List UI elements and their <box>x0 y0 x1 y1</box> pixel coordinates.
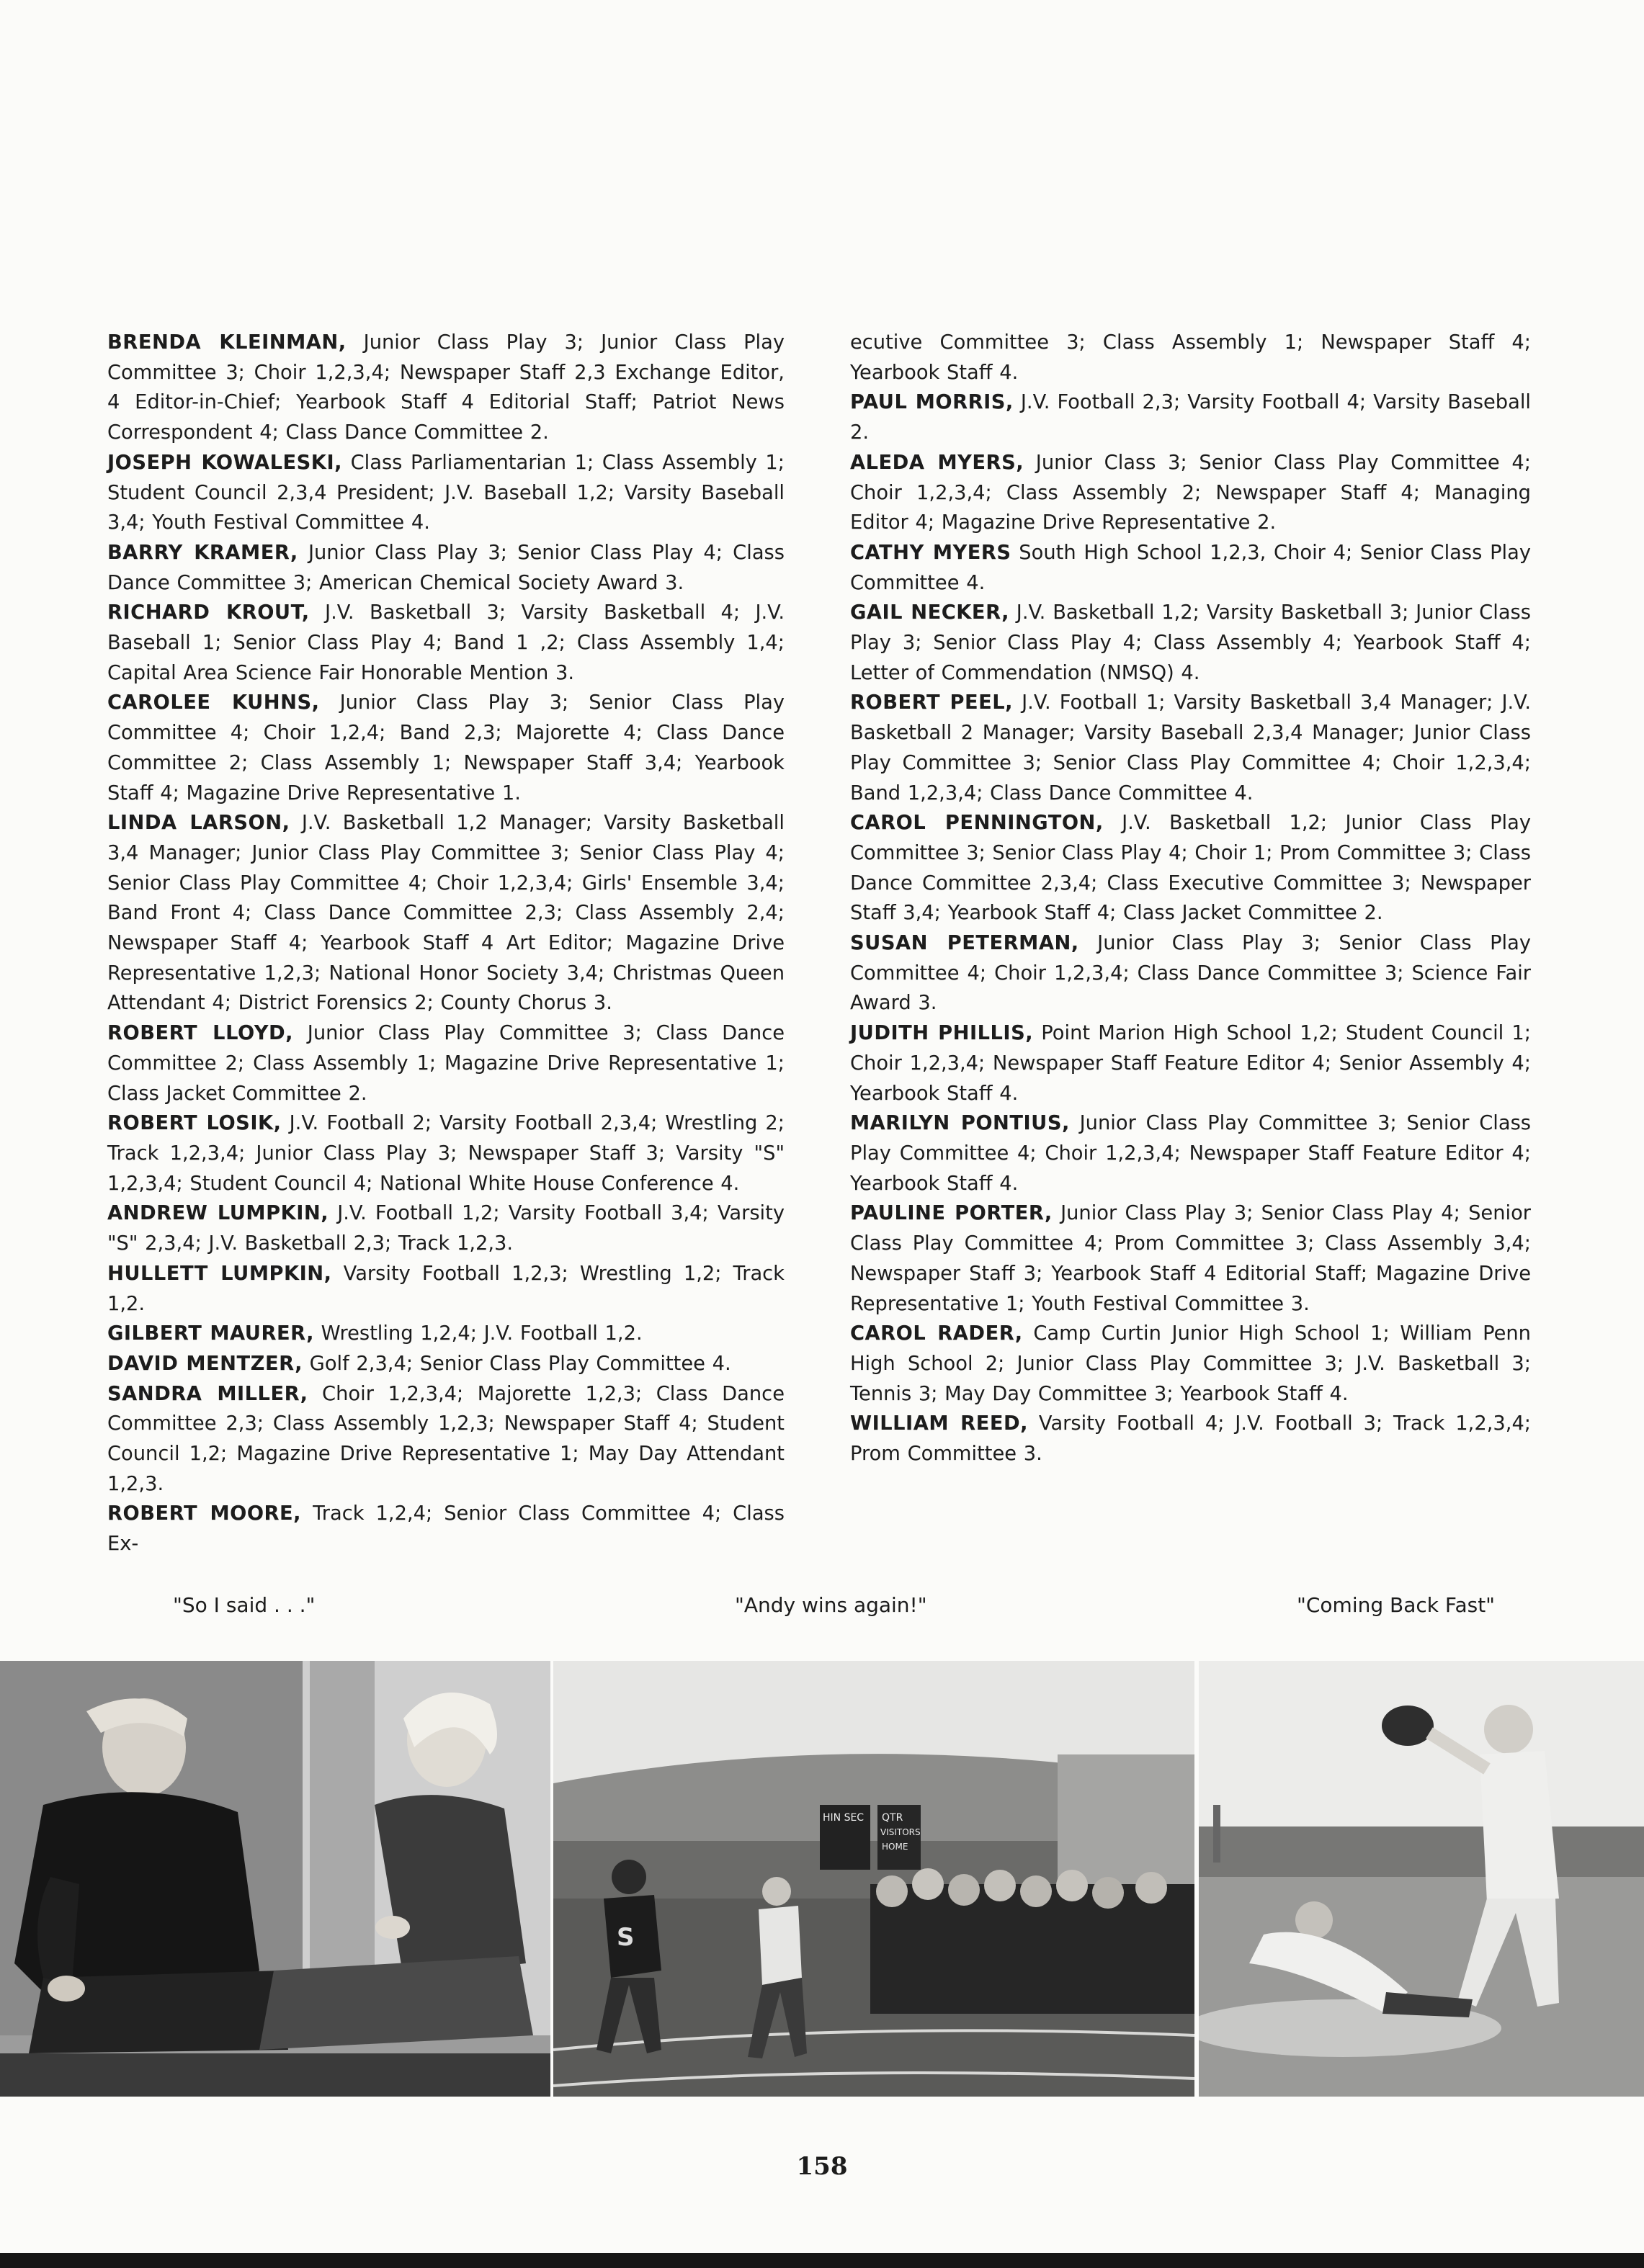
student-name: BRENDA KLEINMAN, <box>107 331 347 354</box>
photo-caption-talking: "So I said . . ." <box>173 1593 316 1617</box>
senior-entry <box>107 1349 785 1379</box>
senior-entry <box>850 598 1531 688</box>
activities: Varsity Football 4; J.V. Football 3; Track 1,2,3,4; Prom Committee 3. <box>850 1412 1532 1466</box>
activities: Point Marion High School 1,2; Student Council 1; Choir 1,2,3,4; Newspaper Staff Feature Editor 4; Senior Assembly 4; Yearbook Staff 4. <box>850 1022 1531 1105</box>
activities: Junior Class Play 3; Senior Class Play Committee 4; Choir 1,2,3,4; Class Dance Committee 3; Science Fair Award 3. <box>850 932 1531 1015</box>
student-name: WILLIAM REED, <box>850 1412 1029 1435</box>
senior-entry <box>850 688 1531 808</box>
scoreboard-label-left: HIN SEC <box>823 1812 865 1824</box>
senior-entry-continued <box>850 328 1531 387</box>
activities: Junior Class Play 3; Junior Class Play Committee 3; Choir 1,2,3,4; Newspaper Staff 2,3 Exchange Editor, 4 Editor-in-Chief; Yearbook Staff 4 Editorial Staff; Patriot News Correspondent 4; Class Dance Committee 2. <box>107 331 785 444</box>
activities: Junior Class Play Committee 3; Class Dance Committee 2; Class Assembly 1; Magazine Drive Representative 1; Class Jacket Committee 2. <box>107 1022 785 1105</box>
activities: Varsity Football 1,2,3; Wrestling 1,2; Track 1,2. <box>107 1262 785 1315</box>
activities: J.V. Football 1; Varsity Basketball 3,4 Manager; J.V. Basketball 2 Manager; Varsity Baseball 2,3,4 Manager; Junior Class Play Committee 3; Senior Class Play Committee 4; Choir 1,2,3,4; Band 1,2,3,4; Class Dance Committee 4. <box>850 691 1532 804</box>
photo-baseball-slide <box>1199 1661 1644 2097</box>
scoreboard-visitors: VISITORS <box>880 1827 921 1837</box>
student-name: ALEDA MYERS, <box>850 451 1024 474</box>
senior-entry <box>850 1018 1531 1108</box>
activities: J.V. Basketball 3; Varsity Basketball 4; J.V. Baseball 1; Senior Class Play 4; Band 1 ,2; Class Assembly 1,4; Capital Area Science Fair Honorable Mention 3. <box>107 601 785 684</box>
activities: J.V. Basketball 1,2 Manager; Varsity Basketball 3,4 Manager; Junior Class Play Committee 3; Senior Class Play 4; Senior Class Play Committee 4; Choir 1,2,3,4; Girls' Ensemble 3,4; Band Front 4; Class Dance Committee 2,3; Class Assembly 2,4; Newspaper Staff 4; Yearbook Staff 4 Art Editor; Magazine Drive Representative 1,2,3; National Honor Society 3,4; Christmas Queen Attendant 4; District Forensics 2; County Chorus 3. <box>107 812 785 1015</box>
student-name: ANDREW LUMPKIN, <box>107 1202 329 1225</box>
activities: Camp Curtin Junior High School 1; William Penn High School 2; Junior Class Play Committee 3; J.V. Basketball 3; Tennis 3; May Day Committee 3; Yearbook Staff 4. <box>850 1322 1531 1405</box>
student-name: CAROL PENNINGTON, <box>850 812 1104 835</box>
activities: Class Parliamentarian 1; Class Assembly 1; Student Council 2,3,4 President; J.V. Baseball 1,2; Varsity Baseball 3,4; Youth Festival Committee 4. <box>107 451 785 534</box>
senior-entry <box>850 1409 1531 1469</box>
senior-entry <box>850 808 1531 928</box>
student-name: SANDRA MILLER, <box>107 1382 308 1405</box>
senior-entry <box>107 1108 785 1198</box>
activities: Junior Class Play 3; Senior Class Play Committee 4; Choir 1,2,4; Band 2,3; Majorette 4; Class Dance Committee 2; Class Assembly 1; Newspaper Staff 3,4; Yearbook Staff 4; Magazine Drive Representative 1. <box>107 691 785 804</box>
student-name: ROBERT MOORE, <box>107 1502 302 1525</box>
senior-entry <box>107 448 785 538</box>
activities: Junior Class Play 3; Senior Class Play 4; Senior Class Play Committee 4; Prom Committee 3; Class Assembly 3,4; Newspaper Staff 3; Yearbook Staff 4 Editorial Staff; Magazine Drive Representative 1; Youth Festival Committee 3. <box>850 1202 1531 1315</box>
activities: South High School 1,2,3, Choir 4; Senior Class Play Committee 4. <box>850 541 1532 594</box>
page-number: 158 <box>796 2152 848 2181</box>
senior-entry <box>850 387 1531 447</box>
student-name: LINDA LARSON, <box>107 812 290 835</box>
senior-entry <box>107 1379 785 1500</box>
senior-entry <box>107 1259 785 1319</box>
activities: ecutive Committee 3; Class Assembly 1; Newspaper Staff 4; Yearbook Staff 4. <box>850 331 1531 384</box>
left-column <box>107 328 785 1559</box>
activities: J.V. Football 2; Varsity Football 2,3,4; Wrestling 2; Track 1,2,3,4; Junior Class Play 3; Newspaper Staff 3; Varsity "S" 1,2,3,4; Student Council 4; National White House Conference 4. <box>107 1112 785 1195</box>
activities: Junior Class Play 3; Senior Class Play 4; Class Dance Committee 3; American Chemical Society Award 3. <box>107 541 785 594</box>
senior-entry <box>107 538 785 598</box>
photo-track-race <box>553 1661 1194 2097</box>
activities: Junior Class 3; Senior Class Play Committee 4; Choir 1,2,3,4; Class Assembly 2; Newspaper Staff 4; Managing Editor 4; Magazine Drive Representative 2. <box>850 451 1531 534</box>
right-column <box>850 328 1531 1469</box>
student-name: PAUL MORRIS, <box>850 391 1014 414</box>
activities: Golf 2,3,4; Senior Class Play Committee 4. <box>303 1352 731 1375</box>
photo-students-talking <box>0 1661 550 2097</box>
senior-entry <box>850 538 1531 598</box>
photo-caption-baseball: "Coming Back Fast" <box>1297 1593 1496 1617</box>
student-name: JUDITH PHILLIS, <box>850 1022 1034 1045</box>
activities: Choir 1,2,3,4; Majorette 1,2,3; Class Dance Committee 2,3; Class Assembly 1,2,3; Newspaper Staff 4; Student Council 1,2; Magazine Drive Representative 1; May Day Attendant 1,2,3. <box>107 1382 785 1495</box>
activities: Junior Class Play Committee 3; Senior Class Play Committee 4; Choir 1,2,3,4; Newspaper Staff Feature Editor 4; Yearbook Staff 4. <box>850 1112 1532 1195</box>
senior-entry <box>850 1108 1531 1198</box>
scoreboard-home: HOME <box>882 1842 908 1852</box>
student-name: RICHARD KROUT, <box>107 601 310 624</box>
student-name: CATHY MYERS <box>850 541 1011 564</box>
senior-entry <box>107 1499 785 1559</box>
bottom-border <box>0 2253 1644 2268</box>
student-name: MARILYN PONTIUS, <box>850 1112 1070 1135</box>
student-name: HULLETT LUMPKIN, <box>107 1262 332 1285</box>
student-name: DAVID MENTZER, <box>107 1352 303 1375</box>
senior-entry <box>107 598 785 688</box>
student-name: JOSEPH KOWALESKI, <box>107 451 342 474</box>
activities: J.V. Football 2,3; Varsity Football 4; Varsity Baseball 2. <box>850 391 1531 444</box>
senior-entry <box>107 1319 785 1349</box>
senior-entry <box>107 1018 785 1108</box>
senior-entry <box>850 1198 1531 1319</box>
student-name: SUSAN PETERMAN, <box>850 932 1079 955</box>
scoreboard-label-right: QTR <box>882 1812 903 1824</box>
senior-entry <box>107 808 785 1018</box>
activities: J.V. Football 1,2; Varsity Football 3,4; Varsity "S" 2,3,4; J.V. Basketball 2,3; Track 1,2,3. <box>107 1202 785 1255</box>
activities: Wrestling 1,2,4; J.V. Football 1,2. <box>314 1322 643 1345</box>
activities: Track 1,2,4; Senior Class Committee 4; Class Ex- <box>107 1502 785 1556</box>
senior-entry <box>107 688 785 808</box>
student-name: GILBERT MAURER, <box>107 1322 314 1345</box>
student-name: ROBERT LOSIK, <box>107 1112 282 1135</box>
student-name: PAULINE PORTER, <box>850 1202 1053 1225</box>
senior-entry <box>850 448 1531 538</box>
student-name: ROBERT PEEL, <box>850 691 1014 714</box>
student-name: GAIL NECKER, <box>850 601 1009 624</box>
student-name: CAROLEE KUHNS, <box>107 691 320 714</box>
photo-caption-track: "Andy wins again!" <box>735 1593 927 1617</box>
student-name: CAROL RADER, <box>850 1322 1023 1345</box>
senior-entry <box>107 328 785 448</box>
student-name: ROBERT LLOYD, <box>107 1022 294 1045</box>
jersey-letter: S <box>617 1923 635 1952</box>
senior-entry <box>107 1198 785 1258</box>
activities: J.V. Basketball 1,2; Varsity Basketball 3; Junior Class Play 3; Senior Class Play 4; Class Assembly 4; Yearbook Staff 4; Letter of Commendation (NMSQ) 4. <box>850 601 1531 684</box>
activities: J.V. Basketball 1,2; Junior Class Play Committee 3; Senior Class Play 4; Choir 1; Prom Committee 3; Class Dance Committee 2,3,4; Class Executive Committee 3; Newspaper Staff 3,4; Yearbook Staff 4; Class Jacket Committee 2. <box>850 812 1532 925</box>
student-name: BARRY KRAMER, <box>107 541 298 564</box>
senior-entry <box>850 1319 1531 1409</box>
senior-entry <box>850 928 1531 1018</box>
